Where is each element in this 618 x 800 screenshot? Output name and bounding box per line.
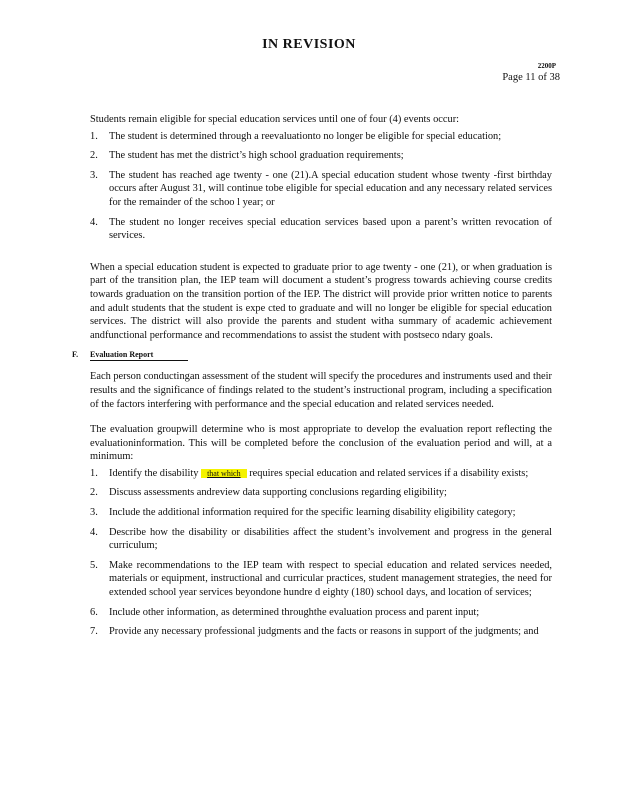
- list-number: 6.: [90, 606, 98, 618]
- document-title: IN REVISION: [262, 37, 356, 52]
- list-item-text-start: Identify the disability: [109, 467, 202, 479]
- list-item: [90, 486, 552, 500]
- list-item: [90, 526, 552, 553]
- list-number: 3.: [90, 507, 98, 519]
- evaluation-group-paragraph: The evaluation groupwill determine who is most appropriate to develop the evaluation report reflecting the evaluationinformation. This will be completed before the conclusion of the evaluation period and will, at a minimum:: [90, 424, 552, 463]
- list-item: [90, 559, 552, 600]
- list-number: 2.: [90, 487, 98, 499]
- list-item: [90, 506, 552, 520]
- list-item-text: Describe how the disability or disabilities affect the student’s involvement and progress in the general curriculum;: [109, 526, 552, 552]
- list-number: 1.: [90, 467, 98, 479]
- list-number: 7.: [90, 626, 98, 638]
- list-item-text: The student has reached age twenty - one (21).A special education student whose twenty -first birthday occurs after August 31, will continue tobe eligible for special education and any necessary related services for the remainder of the schoo l year; or: [109, 169, 552, 208]
- document-code: 2200P: [537, 62, 556, 70]
- evaluation-list: [90, 467, 552, 639]
- list-number: 3.: [90, 169, 98, 181]
- list-item: [90, 216, 552, 243]
- intro-paragraph: Students remain eligible for special education services until one of four (4) events occur:: [90, 114, 460, 125]
- assessment-paragraph: Each person conductingan assessment of the student will specify the procedures and instruments used and their results and the significance of findings related to the student’s instructional program, including a specification of the factors interfering with performance and the special education and related services needed.: [90, 371, 552, 410]
- document-body: [72, 113, 552, 645]
- list-item-text: Make recommendations to the IEP team with respect to special education and related services needed, materials or equipment, instructional and curricular practices, student management strategies, the need for extended school year services beyondone hundre d eighty (180) school days, and location of services;: [109, 559, 552, 599]
- list-item-text-end: requires special education and related services if a disability exists;: [246, 467, 529, 479]
- list-item-text: Include the additional information required for the specific learning disability eligibility category;: [109, 507, 516, 519]
- list-number: 2.: [90, 150, 98, 162]
- list-item-text: The student has met the district’s high school graduation requirements;: [109, 150, 404, 162]
- list-item-text: The student is determined through a reevaluationto no longer be eligible for special education;: [109, 130, 502, 142]
- list-item: [90, 606, 552, 620]
- list-number: 1.: [90, 130, 98, 142]
- list-number: 4.: [90, 526, 98, 538]
- list-number: 4.: [90, 216, 98, 228]
- list-item-text: Provide any necessary professional judgments and the facts or reasons in support of the judgments; and: [109, 626, 539, 638]
- page-number: Page 11 of 38: [502, 72, 560, 83]
- list-item: [90, 169, 552, 210]
- list-item-text: The student no longer receives special education services based upon a parent’s written revocation of services.: [109, 216, 552, 242]
- list-item: [90, 130, 552, 144]
- list-item: [90, 467, 552, 481]
- graduation-paragraph: When a special education student is expected to graduate prior to age twenty - one (21), or when graduation is part of the transition plan, the IEP team will document a student’s progress towards achieving course credits towards graduation on the transition portion of the IEP. The district will provide prior written notice to parents and adult students that the student is expe cted to graduate and will no longer be eligible for special education services. The district will also provide the parents and student witha summary of academic achievement andfunctional performance and recommendations to assist the student with postseco ndary goals.: [90, 261, 552, 341]
- list-item: [90, 149, 552, 163]
- highlighted-text: that which: [201, 469, 247, 478]
- list-number: 5.: [90, 559, 98, 571]
- section-letter: F.: [72, 350, 79, 360]
- section-title: Evaluation Report: [90, 349, 188, 361]
- list-item: [90, 625, 552, 639]
- intro-list: [90, 130, 552, 243]
- list-item-text: Include other information, as determined throughthe evaluation process and parent input;: [109, 606, 480, 618]
- section-heading: [72, 348, 552, 362]
- list-item-text: Discuss assessments andreview data supporting conclusions regarding eligibility;: [109, 487, 447, 499]
